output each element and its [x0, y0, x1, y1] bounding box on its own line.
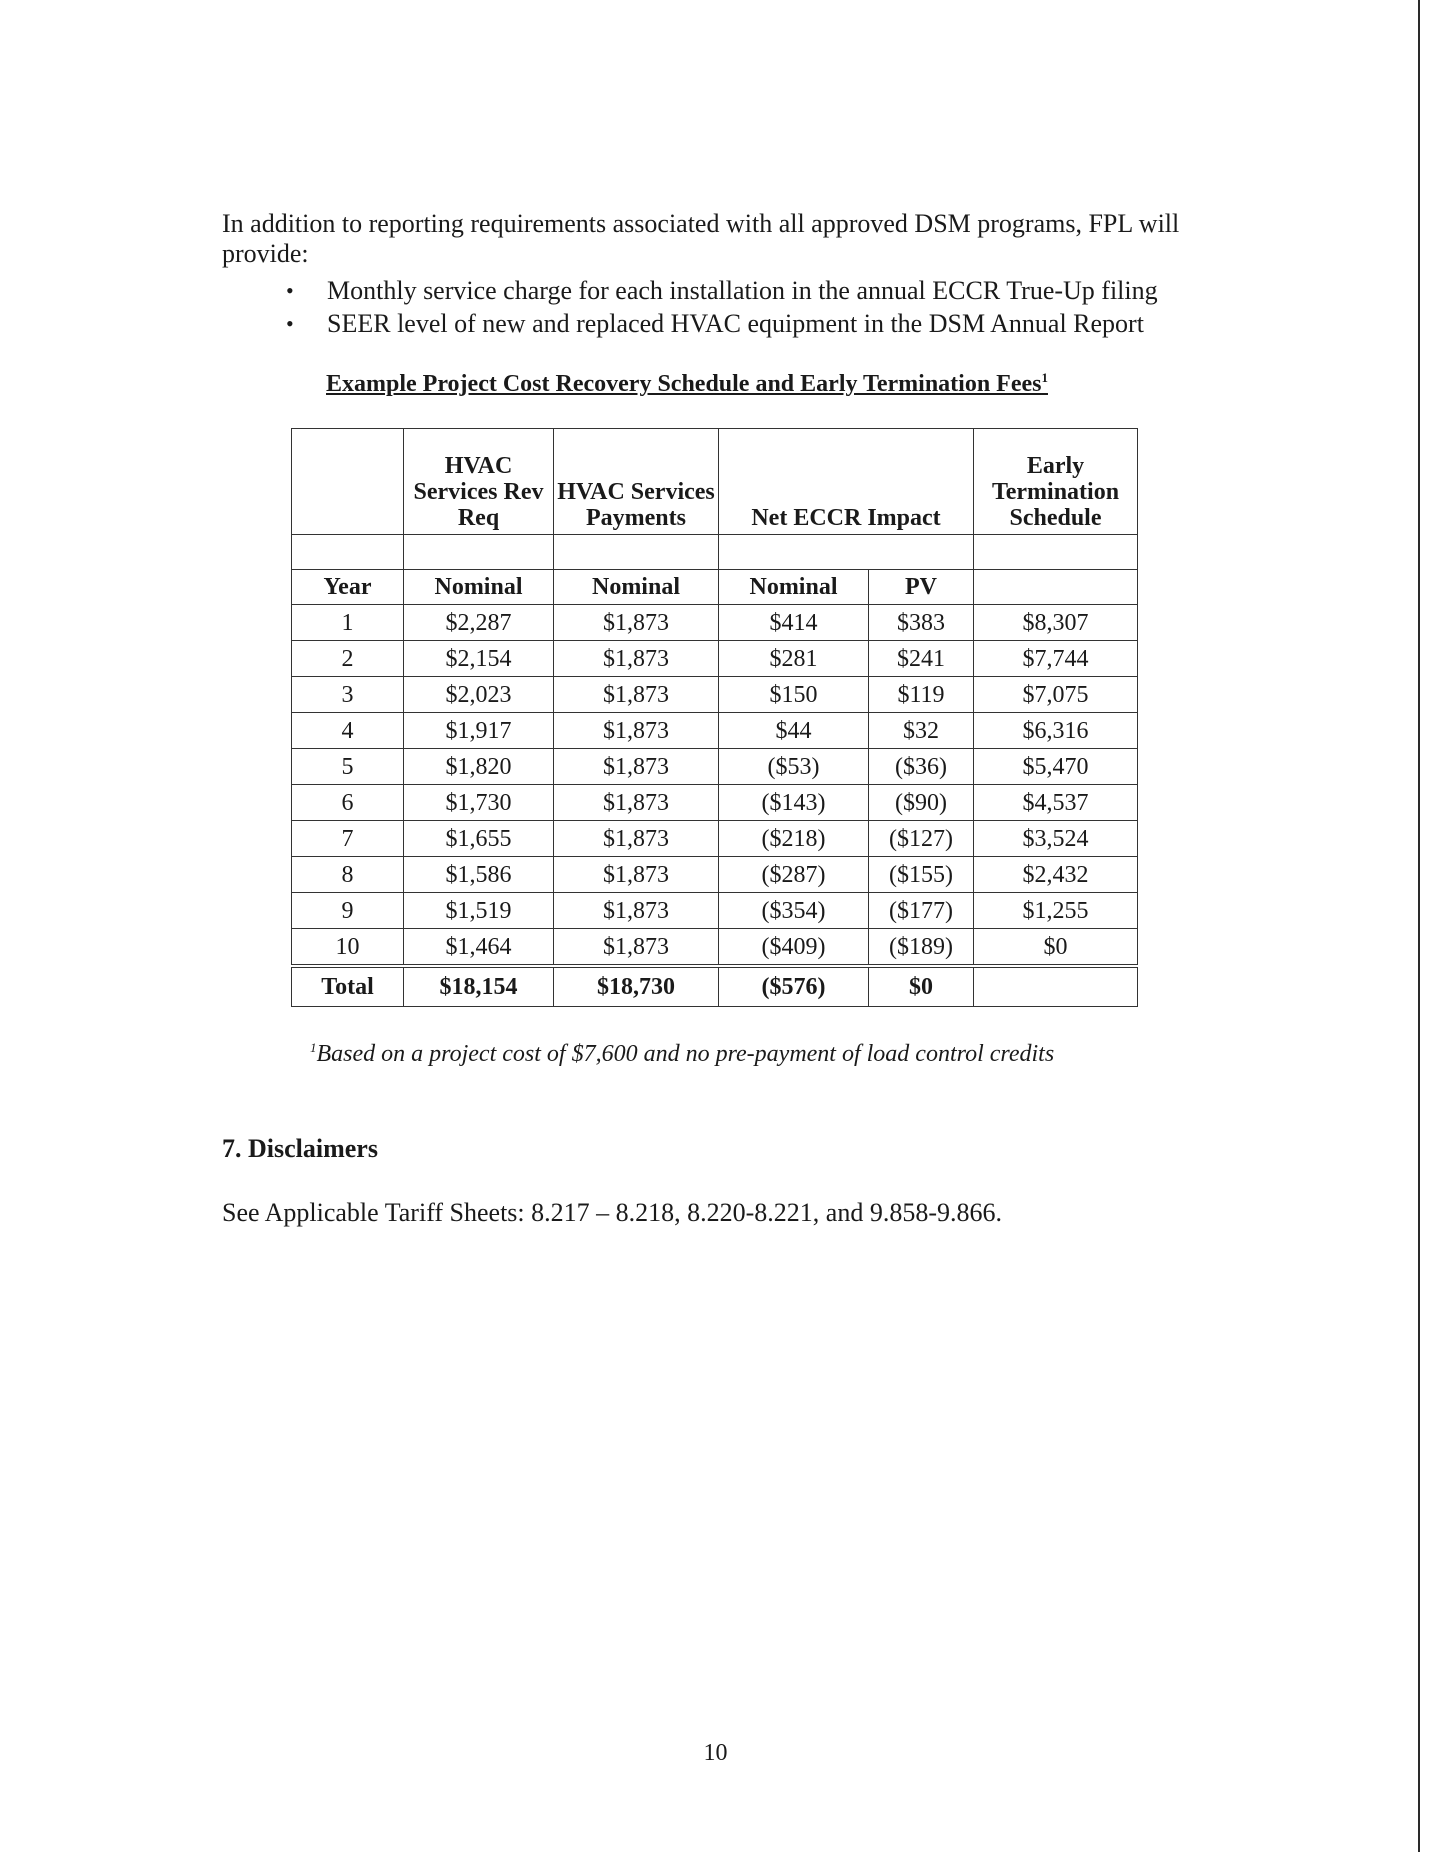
table-row: 8 $1,586 $1,873 ($287) ($155) $2,432: [292, 857, 1138, 893]
total-pay: $18,730: [554, 966, 719, 1007]
subheader-year: Year: [292, 570, 404, 605]
total-early: [974, 966, 1138, 1007]
table-row: 1 $2,287 $1,873 $414 $383 $8,307: [292, 605, 1138, 641]
total-label: Total: [292, 966, 404, 1007]
table-row: 10 $1,464 $1,873 ($409) ($189) $0: [292, 929, 1138, 967]
table-row: 6 $1,730 $1,873 ($143) ($90) $4,537: [292, 785, 1138, 821]
header-payments: HVAC Services Payments: [554, 429, 719, 535]
bullet-icon: •: [286, 278, 294, 303]
subheader-rev-nominal: Nominal: [404, 570, 554, 605]
table-blank-row: [292, 535, 1138, 570]
table-row: 4 $1,917 $1,873 $44 $32 $6,316: [292, 713, 1138, 749]
page-edge-line: [1418, 0, 1420, 1852]
intro-paragraph: In addition to reporting requirements associated with all approved DSM programs, FPL will provide:: [222, 209, 1180, 268]
section-title: 7. Disclaimers: [222, 1134, 378, 1163]
header-empty: [292, 429, 404, 535]
footnote-mark: 1: [1041, 370, 1048, 385]
bullet-icon: •: [286, 311, 294, 336]
total-pv: $0: [869, 966, 974, 1007]
header-rev-req: HVAC Services Rev Req: [404, 429, 554, 535]
header-early-termination: Early Termination Schedule: [974, 429, 1138, 535]
total-rev: $18,154: [404, 966, 554, 1007]
disclaimer-text: See Applicable Tariff Sheets: 8.217 – 8.218, 8.220-8.221, and 9.858-9.866.: [222, 1198, 1002, 1227]
bullet-item: • Monthly service charge for each installation in the annual ECCR True-Up filing: [286, 276, 1158, 305]
table-row: 7 $1,655 $1,873 ($218) ($127) $3,524: [292, 821, 1138, 857]
header-net-eccr: Net ECCR Impact: [719, 429, 974, 535]
subheader-early: [974, 570, 1138, 605]
table-row: 2 $2,154 $1,873 $281 $241 $7,744: [292, 641, 1138, 677]
footnote-mark: 1: [310, 1040, 317, 1055]
table-header-row: [292, 429, 1138, 535]
total-nominal: ($576): [719, 966, 869, 1007]
bullet-item: • SEER level of new and replaced HVAC equipment in the DSM Annual Report: [286, 309, 1144, 338]
table-subheader-row: [292, 570, 1138, 605]
table-row: 3 $2,023 $1,873 $150 $119 $7,075: [292, 677, 1138, 713]
cost-recovery-table: [291, 428, 1138, 1007]
table-total-row: [292, 966, 1138, 1007]
table-footnote: $^1$Based on a project cost of $7,600 and no pre-payment of load control credits: [310, 1040, 1055, 1067]
subheader-net-pv: PV: [869, 570, 974, 605]
table-row: 9 $1,519 $1,873 ($354) ($177) $1,255: [292, 893, 1138, 929]
page-number: 10: [703, 1740, 728, 1766]
subheader-net-nominal: Nominal: [719, 570, 869, 605]
table-title: Example Project Cost Recovery Schedule and Early Termination Fees$^1$: [326, 370, 1048, 397]
reporting-bullet-list: [222, 274, 1262, 340]
table-row: 5 $1,820 $1,873 ($53) ($36) $5,470: [292, 749, 1138, 785]
subheader-pay-nominal: Nominal: [554, 570, 719, 605]
